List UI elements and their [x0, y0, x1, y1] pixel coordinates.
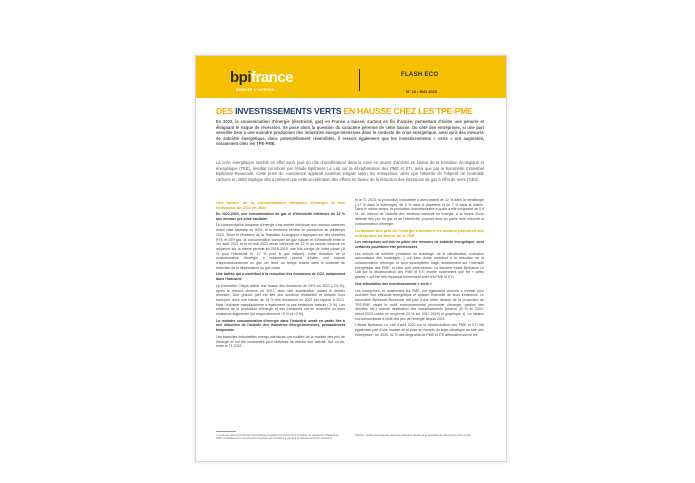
subheading: En 2022-2023, une consommation de gaz et d'électricité inférieure de 12 % aux niveaux pré-crise sanitaire [216, 212, 345, 221]
subheading: Une baisse qui a contribué à la réduction des émissions de CO2, notamment dans l'industrie [216, 272, 345, 282]
intro-paragraph-2: La crise énergétique semble en effet avoir joué un rôle d'accélérateur dans la mise en œuvre d'actions en faveur de la transition écologique et énergétique (TEE), résultat corroboré par l'étude Bpifrance Le Lab sur la décarbonation des PME et ETI, ainsi que par le baromètre trimestriel Bpifrance-Rexecode. Cette prise de conscience apparaît toutefois inégale selon les entreprises, alors que l'atteinte de l'objectif de neutralité carbone en 2050 implique dès à présent une nette accélération des efforts en faveur de la réduction des émissions de gaz à effet de serre (GES). [216, 160, 484, 182]
subheading: Une stimulation des investissements « verts » [355, 281, 432, 286]
section-heading: Une baisse de la consommation française d'énergie et des émissions de CO2 en 2022 [216, 200, 345, 210]
footnote: ¹ La hausse dans la production énergétique s'explique par l'arrêt d'une vingtaine de réacteurs nucléaires en 2022, conduisant à un recours plus important aux centrales à gaz et à la réouverture d'une centrale à [216, 434, 340, 441]
body-paragraph: Les branches industrielles énergo-intensives ont souffert de la montée des prix de l'énergie et ont été contraintes pour certaines de réduire leur activité. Sur un an, entre le T1 2022 [216, 334, 345, 349]
header-band [196, 56, 506, 98]
header-divider [359, 69, 360, 91]
body-paragraph: La consommation française d'énergie s'est avérée inférieure aux niveaux observés avant crise sanitaire en 2022, et la tendance semble se poursuivre au printemps 2023. Selon le Ministère de la Transition Écologique s'appuyant sur des données RTE et GRTgaz, la consommation cumulée de gaz naturel et d'électricité entre le 1er août 2022 et la mi-mai 2023 serait inférieure de 12 % au niveau observé en moyenne sur la même période en 2018-2019, une fois corrigé de l'effet climat (-8 % pour l'électricité et -17 % pour le gaz naturel). Cette réduction de la consommation d'énergie a notamment permis d'éviter une rupture d'approvisionnement en gaz cet hiver, un temps crainte dans le contexte de réduction de la dépendance au gaz russe. [216, 223, 345, 270]
footnote-rule [216, 431, 236, 432]
body-paragraph: Les entreprises, et notamment les PME, ont également cherché à investir pour accroître leur efficacité énergétique et baisser l'intensité de leurs émissions. Le baromètre Bpifrance-Rexecode fait part d'une nette hausse de la proportion de TPE-PME visant le motif environnemental (économie d'énergie, gestion des déchets, etc.) comme destination des investissements (environ 40 % fin 2022-début 2023 contre en moyenne 23 % sur 2017-2019) et graphique 1). La hausse est concomitante à celle des prix de l'énergie depuis 2021. [355, 288, 484, 321]
logo-tagline: SERVIR L'AVENIR [236, 87, 275, 92]
intro-paragraph: En 2022, la consommation d'énergie (électricité, gaz) en France a baissé, surtout en fin d'année, permettant d'éviter une pénurie et éloignant le risque de récession. Se pose alors la question du caractère pérenne de cette baisse. Du côté des entreprises, si une part sensible tient à une moindre production des industries énergo-intensives dans le contexte de crise énergétique, ainsi qu'à des mesures de sobriété énergétique, donc potentiellement réversibles, il ressort également que les investissements « verts » ont augmenté, notamment chez les TPE-PME. [216, 119, 484, 146]
left-column [216, 198, 345, 351]
body-paragraph: et le T1 2023, la production industrielle a ainsi baissé de 12 % dans la métallurgie (-17 % dans la sidérurgie), de 9 % dans la papeterie et de 7 % dans la chimie. Dans le même temps, la production manufacturière a quant à elle progressé de 0,9 %. Un rebond de l'activité des secteurs intensifs en énergie, à la faveur d'une détente des prix du gaz et de l'électricité, pourrait donc en partie faire rebondir la consommation d'énergie. [355, 198, 484, 226]
section-heading: La hausse des prix de l'énergie a accéléré les actions pérennes des entreprises en faveur de la TEE [355, 228, 484, 239]
right-column [355, 198, 484, 340]
bpifrance-logo: bpifrance [230, 69, 294, 86]
page-title: DES INVESTISSEMENTS VERTS EN HAUSSE CHEZ LES TPE-PME [216, 106, 473, 116]
issue-number: N° 16 • MAI 2023 [406, 89, 438, 94]
body-paragraph: L'étude Bpifrance Le Lab d'avril 2023 sur la décarbonation des PME et ETI fait également part d'une hausse de la prise en compte du sujet climatique au sein des entreprises : en 2020, 31 % des dirigeants de PME et ETI affirmaient suivre les [355, 323, 484, 337]
document-page [195, 55, 507, 462]
footnote: charbon, tandis que la hausse dans les transports résulte de la poursuite du rebond post-crise Covid. [355, 434, 471, 437]
body-paragraph: Le baromètre Citepa relève une baisse des émissions de GES en 2022 (-2,5 %), après le rebond observé en 2021, avec une accélération durant le dernier trimestre. Une grande part est liée aux secteurs résidentiel et tertiaire hors transport, avec une baisse de 15 % des émissions en 2022 par rapport à 2021. Mais l'industrie manufacturière a également vu ses émissions baisser (-9 %). Les secteurs de la production d'énergie et des transports ont en revanche vu leurs émissions augmenter (de respectivement +5 % et +2 %). [216, 283, 345, 317]
section-label: FLASH ECO [401, 72, 439, 78]
subheading: La moindre consommation d'énergie dans l'industrie serait en partie liée à une réduction de l'activité des industries énergo-intensives, probablement temporaire [216, 318, 345, 333]
body-paragraph: Les actions de sobriété (réduction du chauffage, de la climatisation, extinction automatique des éclairages…) ont sans doute contribué à la réduction de la consommation d'énergie et sont susceptibles d'agir durablement sur l'intensité énergétique des PME, si elles sont pérennisées. La dernière étude Bpifrance Le Lab sur la décarbonation des PME et ETI montre notamment que les « petits gestes » ont été très répandus récemment chez les PME et ETI. [355, 251, 484, 280]
subheading: Les entreprises ont mis en place des mesures de sobriété énergétique, dont certaines pourraient être pérennisées [355, 240, 484, 249]
